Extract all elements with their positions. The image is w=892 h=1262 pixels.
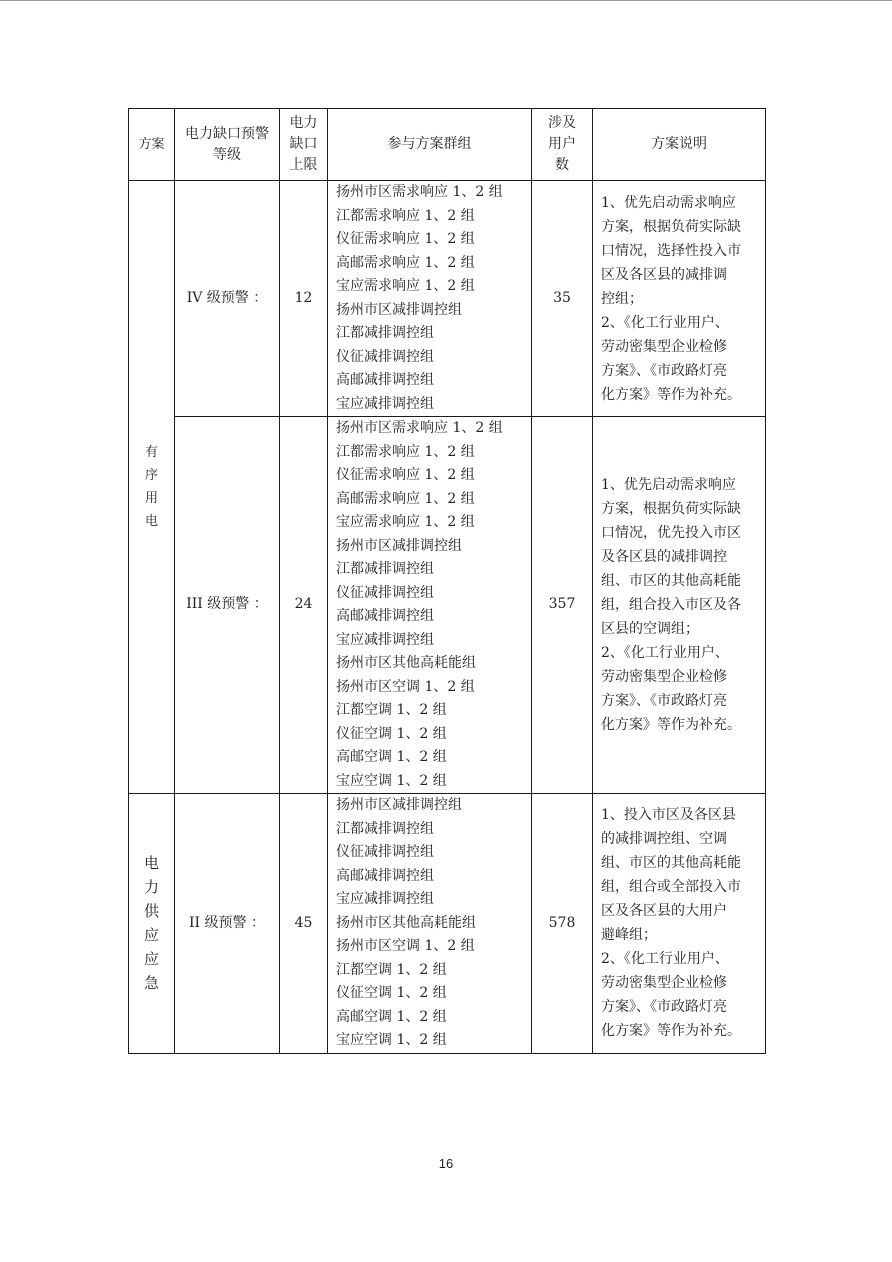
group-item: 仪征需求响应 1、2 组 [336,467,475,483]
desc-line: 的减排调控组、空调 [601,831,727,848]
desc-line: 化方案》等作为补充。 [601,1023,741,1040]
desc-line: 区县的空调组； [601,621,699,637]
warning-level: III 级预警 ： [175,417,280,794]
top-border-line [0,0,892,1]
desc-line: 区及各区县的减排调 [601,266,727,283]
desc-line: 劳动密集型企业检修 [601,975,727,992]
group-item: 扬州市区其他高耗能组 [336,914,476,931]
group-item: 扬州市区需求响应 1、2 组 [336,420,503,436]
header-groups: 参与方案群组 [328,109,532,181]
table-row [129,181,766,417]
group-item: 扬州市区减排调控组 [336,797,462,813]
group-item: 扬州市区空调 1、2 组 [336,678,475,695]
desc-line: 方案》、《市政路灯亮 [601,693,727,709]
gap-limit: 12 [280,181,328,417]
desc-line: 方案》、《市政路灯亮 [601,999,727,1016]
header-plan: 方案 [129,109,175,181]
desc-line: 1、优先启动需求响应 [601,194,736,211]
group-list [328,794,532,1054]
group-item: 江都减排调控组 [336,820,434,837]
group-item: 宝应需求响应 1、2 组 [336,514,475,530]
desc-line: 方案》、《市政路灯亮 [601,362,727,379]
desc-line: 方案，根据负荷实际缺 [601,218,741,235]
header-limit: 电力缺口上限 [280,109,328,181]
desc-line: 组、市区的其他高耗能 [601,573,741,589]
table-row [129,417,766,794]
plan-description [593,417,766,794]
desc-line: 方案，根据负荷实际缺 [601,501,741,517]
desc-line: 组、市区的其他高耗能 [601,855,741,872]
desc-line: 2、《化工行业用户、 [601,951,729,968]
page-number: 16 [438,1156,454,1171]
desc-line: 化方案》等作为补充。 [601,386,741,403]
group-item: 扬州市区其他高耗能组 [336,655,476,671]
group-item: 江都空调 1、2 组 [336,702,447,718]
group-item: 江都减排调控组 [336,325,434,341]
table-row [129,794,766,1054]
group-item: 高邮减排调控组 [336,372,434,388]
desc-line: 化方案》等作为补充。 [601,717,741,733]
plan-description [593,794,766,1054]
group-item: 仪征减排调控组 [336,844,434,860]
group-item: 扬州市区需求响应 1、2 组 [336,184,503,200]
group-item: 江都减排调控组 [336,561,434,577]
desc-line: 口情况，选择性投入市 [601,242,741,259]
gap-limit: 45 [280,794,328,1054]
desc-line: 控组； [601,290,643,307]
plan-table [128,108,766,1054]
section-name: 电力供应应急 [129,794,175,1054]
header-users: 涉及用户数 [532,109,593,181]
plan-description [593,181,766,417]
group-item: 宝应需求响应 1、2 组 [336,278,475,294]
user-count: 357 [532,417,593,794]
group-item: 仪征空调 1、2 组 [336,725,447,742]
group-item: 扬州市区空调 1、2 组 [336,938,475,954]
group-item: 江都空调 1、2 组 [336,961,447,978]
gap-limit: 24 [280,417,328,794]
group-list [328,417,532,794]
user-count: 578 [532,794,593,1054]
group-item: 高邮需求响应 1、2 组 [336,490,475,507]
group-item: 宝应空调 1、2 组 [336,772,447,789]
group-item: 仪征需求响应 1、2 组 [336,231,475,247]
desc-line: 劳动密集型企业检修 [601,669,727,685]
group-item: 仪征空调 1、2 组 [336,985,447,1001]
desc-line: 组，组合或全部投入市 [601,879,741,896]
group-item: 宝应空调 1、2 组 [336,1032,447,1048]
group-item: 高邮需求响应 1、2 组 [336,254,475,271]
header-desc: 方案说明 [593,109,766,181]
group-item: 江都需求响应 1、2 组 [336,443,475,460]
group-item: 扬州市区减排调控组 [336,537,462,554]
desc-line: 及各区县的减排调控 [601,549,727,565]
group-item: 宝应减排调控组 [336,631,434,648]
section-name: 有序用电 [129,181,175,794]
group-list [328,181,532,417]
warning-level: II 级预警 ： [175,794,280,1054]
group-item: 高邮空调 1、2 组 [336,749,447,765]
desc-line: 2、《化工行业用户、 [601,314,729,331]
warning-level: IV 级预警 ： [175,181,280,417]
group-item: 扬州市区减排调控组 [336,301,462,318]
group-item: 宝应减排调控组 [336,891,434,907]
group-item: 高邮空调 1、2 组 [336,1008,447,1025]
desc-line: 1、投入市区及各区县 [601,807,736,824]
group-item: 高邮减排调控组 [336,608,434,624]
group-item: 高邮减排调控组 [336,867,434,884]
group-item: 江都需求响应 1、2 组 [336,207,475,224]
header-level: 电力缺口预警等级 [175,109,280,181]
group-item: 宝应减排调控组 [336,395,434,412]
desc-line: 组，组合投入市区及各 [601,597,741,613]
desc-line: 区及各区县的大用户 [601,903,727,920]
desc-line: 口情况，优先投入市区 [601,525,741,541]
header-row [129,109,766,181]
desc-line: 1、优先启动需求响应 [601,477,736,493]
group-item: 仪征减排调控组 [336,584,434,601]
desc-line: 避峰组； [601,927,657,944]
desc-line: 劳动密集型企业检修 [601,338,727,355]
group-item: 仪征减排调控组 [336,348,434,365]
user-count: 35 [532,181,593,417]
desc-line: 2、《化工行业用户、 [601,645,729,661]
